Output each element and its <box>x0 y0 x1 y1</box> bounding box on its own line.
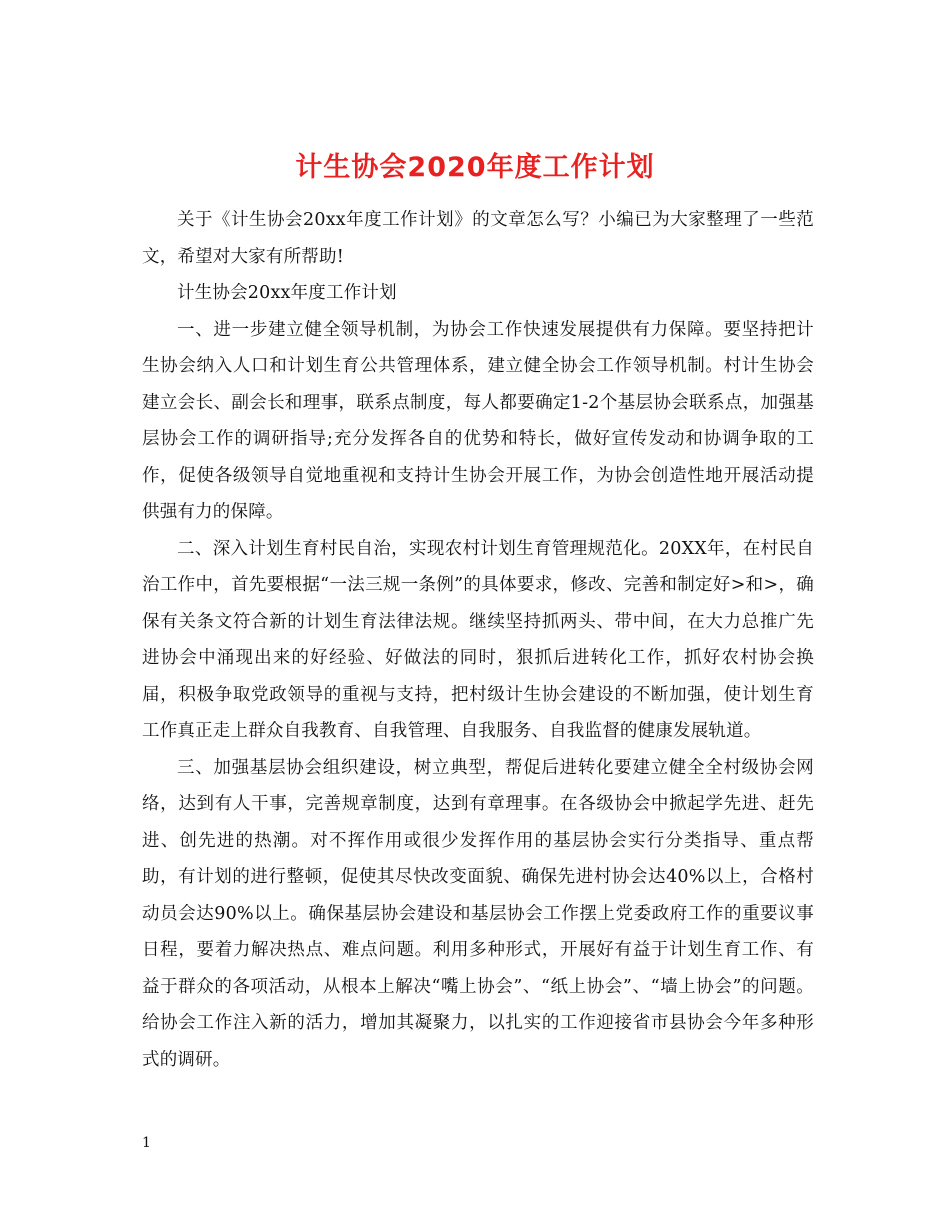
paragraph-subtitle: 计生协会20xx年度工作计划 <box>177 283 397 303</box>
document-body <box>142 202 814 1078</box>
paragraph-section-3: 三、加强基层协会组织建设，树立典型，帮促后进转化要建立健全全村级协会网络，达到有人干事，完善规章制度，达到有章理事。在各级协会中掀起学先进、赶先进、创先进的热潮。对不挥作用或很少发挥作用的基层协会实行分类指导、重点帮助，有计划的进行整顿，促使其尽快改变面貌、确保先进村协会达40%以上，合格村动员会达90%以上。确保基层协会建设和基层协会工作摆上党委政府工作的重要议事日程，要着力解决热点、难点问题。利用多种形式，开展好有益于计划生育工作、有益于群众的各项活动，从根本上解决“嘴上协会”、“纸上协会”、“墙上协会”的问题。给协会工作注入新的活力，增加其凝聚力，以扎实的工作迎接省市县协会今年多种形式的调研。 <box>142 757 814 1070</box>
paragraph-section-1: 一、进一步建立健全领导机制，为协会工作快速发展提供有力保障。要坚持把计生协会纳入人口和计划生育公共管理体系，建立健全协会工作领导机制。村计生协会建立会长、副会长和理事，联系点制度，每人都要确定1-2个基层协会联系点，加强基层协会工作的调研指导;充分发挥各自的优势和特长，做好宣传发动和协调争取的工作，促使各级领导自觉地重视和支持计生协会开展工作，为协会创造性地开展活动提供强有力的保障。 <box>142 319 814 522</box>
page-number: 1 <box>142 1135 151 1151</box>
paragraph-intro: 关于《计生协会20xx年度工作计划》的文章怎么写？小编已为大家整理了一些范文，希望对大家有所帮助! <box>142 210 814 267</box>
document-title: 计生协会2020年度工作计划 <box>295 152 655 184</box>
paragraph-section-2: 二、深入计划生育村民自治，实现农村计划生育管理规范化。20XX年，在村民自治工作中，首先要根据“一法三规一条例”的具体要求，修改、完善和制定好>和>，确保有关条文符合新的计划生育法律法规。继续坚持抓两头、带中间，在大力总推广先进协会中涌现出来的好经验、好做法的同时，狠抓后进转化工作，抓好农村协会换届，积极争取党政领导的重视与支持，把村级计生协会建设的不断加强，使计划生育工作真正走上群众自我教育、自我管理、自我服务、自我监督的健康发展轨道。 <box>142 538 814 741</box>
